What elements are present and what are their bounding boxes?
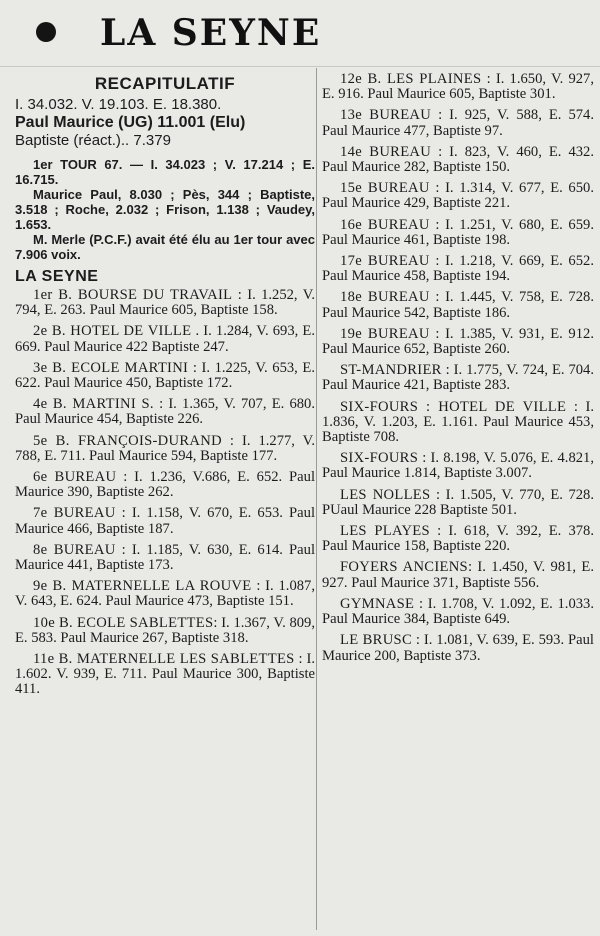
recap-winner: Paul Maurice (UG) 11.001 (Elu): [15, 114, 246, 131]
left-entries: [15, 288, 315, 698]
polling-station-entry: [15, 579, 315, 609]
masthead: [0, 0, 600, 66]
polling-station-entry: [322, 290, 594, 320]
polling-station-entry: [15, 361, 315, 391]
city-heading: LA SEYNE: [15, 268, 99, 285]
polling-station-result: : I. 8.198, V. 5.076, E. 4.821, Paul Maurice 1.814, Baptiste 3.007.: [322, 450, 594, 482]
polling-station-result: : I. 1.385, V. 931, E. 912. Paul Maurice 652, Baptiste 260.: [322, 325, 594, 358]
polling-station-entry: [322, 108, 594, 138]
headline: LA SEYNE: [100, 12, 322, 54]
polling-station-name: FOYERS ANCIENS: [340, 559, 468, 576]
polling-station-name: 10e B. ECOLE SABLETTES: [33, 614, 214, 631]
polling-station-name: LE BRUSC: [340, 632, 412, 649]
polling-station-name: 13e BUREAU: [340, 107, 432, 124]
polling-station-result: : I. 1.218, V. 669, E. 652. Paul Maurice 458, Baptiste 194.: [322, 253, 594, 285]
polling-station-name: 7e BUREAU: [33, 505, 116, 522]
polling-station-result: : I. 1.450, V. 981, E. 927. Paul Maurice 371, Baptiste 556.: [322, 559, 594, 591]
polling-station-name: 3e B. ECOLE MARTINI: [33, 359, 189, 376]
recap-totals: I. 34.032. V. 19.103. E. 18.380.: [15, 96, 222, 113]
polling-station-entry: [15, 397, 315, 427]
polling-station-result: : I. 925, V. 588, E. 574. Paul Maurice 477, Baptiste 97.: [322, 107, 594, 139]
polling-station-result: : I. 1.081, V. 639, E. 593. Paul Maurice 200, Baptiste 373.: [322, 632, 594, 664]
polling-station-entry: [322, 560, 594, 590]
first-round-candidates: Maurice Paul, 8.030 ; Pès, 344 ; Baptiste, 3.518 ; Roche, 2.032 ; Frison, 1.138 ; Vaudey, 1.653.: [15, 187, 315, 232]
polling-station-entry: [322, 181, 594, 211]
polling-station-name: 11e B. MATERNELLE LES SABLETTES: [33, 651, 295, 668]
polling-station-name: 8e BUREAU: [33, 541, 116, 558]
polling-station-result: : I. 1.650, V. 927, E. 916. Paul Maurice 605, Baptiste 301.: [322, 72, 594, 103]
polling-station-result: . I. 1.284, V. 693, E. 669. Paul Maurice 422 Baptiste 247.: [15, 323, 315, 355]
polling-station-name: LES NOLLES: [340, 486, 431, 503]
polling-station-result: : I. 1.708, V. 1.092, E. 1.033. Paul Maurice 384, Baptiste 649.: [322, 595, 594, 628]
polling-station-entry: [322, 254, 594, 284]
polling-station-entry: [15, 543, 315, 573]
polling-station-result: : I. 1.277, V. 788, E. 711. Paul Maurice 594, Baptiste 177.: [15, 432, 315, 464]
polling-station-name: 5e B. FRANÇOIS-DURAND: [33, 432, 222, 449]
polling-station-result: : I. 1.185, V. 630, E. 614. Paul Maurice 441, Baptiste 173.: [15, 541, 315, 574]
polling-station-name: 9e B. MATERNELLE LA ROUVE: [33, 578, 252, 595]
polling-station-entry: [15, 324, 315, 354]
polling-station-result: : I. 1.836, V. 1.203, E. 1.161. Paul Maurice 453, Baptiste 708.: [322, 398, 594, 446]
polling-station-result: : I. 1.087, V. 643, E. 624. Paul Maurice 473, Baptiste 151.: [15, 578, 315, 610]
polling-station-name: 2e B. HOTEL DE VILLE: [33, 323, 192, 340]
polling-station-entry: [322, 524, 594, 554]
polling-station-result: : I. 1.775, V. 724, E. 704. Paul Maurice 421, Baptiste 283.: [322, 362, 594, 394]
polling-station-result: : I. 1.602. V. 939, E. 711. Paul Maurice 300, Baptiste 411.: [15, 651, 315, 698]
polling-station-entry: [322, 327, 594, 357]
polling-station-result: : I. 823, V. 460, E. 432. Paul Maurice 282, Baptiste 150.: [322, 143, 594, 176]
polling-station-entry: [322, 400, 594, 446]
polling-station-entry: [322, 488, 594, 518]
polling-station-entry: [15, 434, 315, 464]
first-round-result: 1er TOUR 67. — I. 34.023 ; V. 17.214 ; E. 16.715.: [15, 157, 315, 187]
polling-station-entry: [15, 506, 315, 536]
polling-station-result: : I. 1.158, V. 670, E. 653. Paul Maurice 466, Baptiste 187.: [15, 505, 315, 537]
right-column: [322, 72, 594, 670]
polling-station-result: : I. 618, V. 392, E. 378. Paul Maurice 158, Baptiste 220.: [322, 523, 594, 555]
recap-title: RECAPITULATIF: [94, 74, 236, 93]
polling-station-name: 19e BUREAU: [340, 325, 430, 342]
recap-second: Baptiste (réact.).. 7.379: [15, 132, 171, 149]
polling-station-entry: [322, 363, 594, 393]
polling-station-entry: [322, 145, 594, 175]
polling-station-name: GYMNASE: [340, 595, 415, 612]
polling-station-name: 4e B. MARTINI S.: [33, 396, 154, 413]
polling-station-name: 17e BUREAU: [340, 253, 430, 270]
previous-result: M. Merle (P.C.F.) avait été élu au 1er tour avec 7.906 voix.: [15, 232, 315, 262]
polling-station-entry: [322, 633, 594, 663]
polling-station-entry: [15, 652, 315, 698]
column-rule: [316, 68, 317, 930]
polling-station-name: SIX-FOURS : HOTEL DE VILLE: [340, 398, 567, 415]
polling-station-result: : I. 1.445, V. 758, E. 728. Paul Maurice 542, Baptiste 186.: [322, 289, 594, 321]
polling-station-result: : I. 1.236, V.686, E. 652. Paul Maurice 390, Baptiste 262.: [15, 469, 315, 501]
polling-station-name: 12e B. LES PLAINES: [340, 72, 482, 87]
polling-station-entry: [322, 451, 594, 481]
polling-station-entry: [15, 288, 315, 318]
polling-station-result: : I. 1.252, V. 794, E. 263. Paul Maurice 605, Baptiste 158.: [15, 287, 315, 319]
polling-station-result: : I. 1.251, V. 680, E. 659. Paul Maurice 461, Baptiste 198.: [322, 216, 594, 248]
polling-station-entry: [322, 597, 594, 627]
polling-station-entry: [322, 72, 594, 102]
polling-station-name: ST-MANDRIER: [340, 362, 442, 379]
polling-station-result: : I. 1.365, V. 707, E. 680. Paul Maurice 454, Baptiste 226.: [15, 396, 315, 428]
polling-station-entry: [15, 470, 315, 500]
polling-station-result: : I. 1.225, V. 653, E. 622. Paul Maurice 450, Baptiste 172.: [15, 359, 315, 392]
masthead-rule: [0, 66, 600, 67]
right-entries: [322, 72, 594, 664]
polling-station-name: 15e BUREAU: [340, 180, 430, 197]
polling-station-entry: [322, 218, 594, 248]
polling-station-result: : I. 1.314, V. 677, E. 650. Paul Maurice 429, Baptiste 221.: [322, 180, 594, 212]
polling-station-name: 16e BUREAU: [340, 216, 430, 233]
polling-station-name: 18e BUREAU: [340, 289, 430, 306]
polling-station-result: : I. 1.367, V. 809, E. 583. Paul Maurice 267, Baptiste 318.: [15, 614, 315, 646]
polling-station-result: : I. 1.505, V. 770, E. 728. PUaul Maurice 228 Baptiste 501.: [322, 486, 594, 518]
left-column: [15, 70, 315, 704]
polling-station-name: 14e BUREAU: [340, 143, 432, 160]
polling-station-name: 1er B. BOURSE DU TRAVAIL: [33, 287, 233, 303]
polling-station-name: 6e BUREAU: [33, 469, 117, 486]
bullet-icon: [36, 22, 56, 42]
polling-station-name: SIX-FOURS: [340, 450, 419, 467]
polling-station-entry: [15, 616, 315, 646]
polling-station-name: LES PLAYES: [340, 523, 430, 540]
